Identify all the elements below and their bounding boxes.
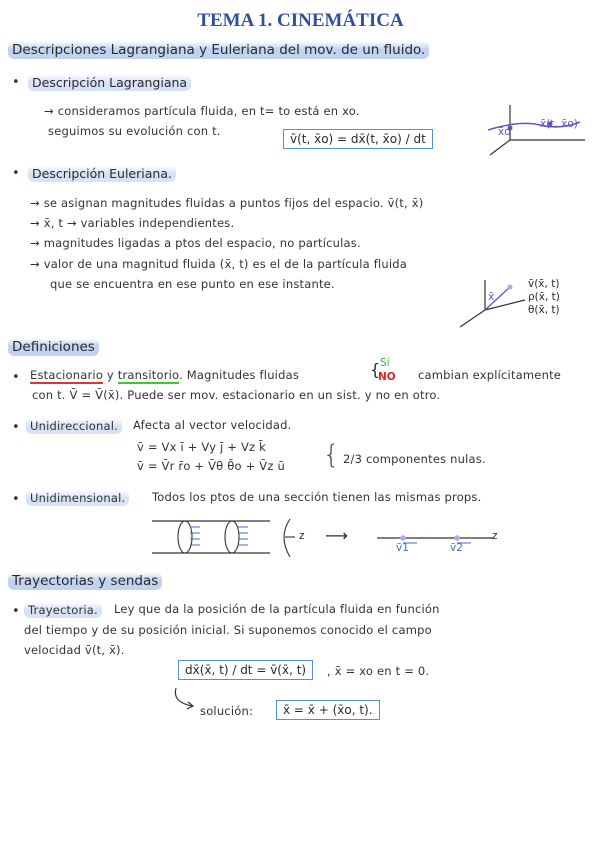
si-label: Sí [380,357,390,369]
lagrange-fig-x0: x̄o [498,126,511,138]
estacionario-label: Estacionario [30,368,104,382]
euler-item-5: que se encuentra en ese punto en ese instante. [50,277,335,291]
unidireccional-note: 2/3 componentes nulas. [343,452,486,466]
curved-arrow-icon [170,686,200,710]
line-velocity-diagram [375,528,505,548]
brace-right: { [323,440,340,470]
lagrange-line1: → consideramos partícula fluida, en t= to está en xo. [44,104,360,118]
estacionario-conj: y [106,368,114,382]
brace: { [370,360,381,379]
bullet-dot: • [12,492,20,507]
unidireccional-label: Unidireccional. [26,418,122,434]
lagrange-label: Descripción Lagrangiana [28,74,191,91]
euler-item-3: → magnitudes ligadas a ptos del espacio, no partículas. [30,236,361,250]
euler-axes-diagram [455,275,535,335]
unidireccional-eq2: v̄ = V̄r r̄o + V̄θ θ̄o + V̄z ū [137,459,285,473]
euler-label: Descripción Euleriana. [28,165,176,182]
bullet-dot: • [12,370,20,385]
section-heading-trayectorias: Trayectorias y sendas [8,572,162,590]
trayectoria-label: Trayectoria. [24,602,102,618]
unidimensional-text: Todos los ptos de una sección tienen las mismas props. [152,490,482,504]
trayectoria-line2: del tiempo y de su posición inicial. Si suponemos conocido el campo [24,623,432,637]
trayectoria-line3: velocidad v̄(t, x̄). [24,643,125,657]
estacionario-line1 [30,368,299,382]
lagrange-axes-diagram [480,100,590,160]
euler-item-1: → se asignan magnitudes fluidas a puntos fijos del espacio. v̄(t, x̄) [30,196,424,210]
euler-fig-label-rho: ρ(x̄, t) [528,291,560,303]
bullet-dot: • [12,166,20,181]
solucion-label: solución: [200,704,254,718]
trayectoria-line1: Ley que da la posición de la partícula fluida en función [114,602,440,616]
estacionario-line2: con t. V̄ = V̄(x̄). Puede ser mov. estacionario en un sist. y no en otro. [32,388,441,402]
v2-label: v̄2 [450,542,463,554]
euler-item-2: → x̄, t → variables independientes. [30,216,235,230]
euler-fig-point: x̄ [488,291,495,303]
lagrange-formula-box: v̄(t, x̄o) = dx̄(t, x̄o) / dt [283,129,433,149]
bullet-dot: • [12,604,20,619]
bullet-dot: • [12,420,20,435]
arrow-icon: ⟶ [325,526,348,545]
transitorio-label: transitorio [117,368,180,382]
unidimensional-label: Unidimensional. [26,490,129,506]
euler-fig-label-v: v̄(x̄, t) [528,278,560,290]
trayectoria-eq-cond: , x̄ = xo en t = 0. [327,664,430,678]
unidireccional-eq1: v̄ = Vx ī + Vy j̄ + Vz k̄ [137,440,267,454]
section-heading-definiciones: Definiciones [8,338,99,356]
solucion-box: x̄ = x̄ + (x̄o, t). [276,700,380,720]
page-title: TEMA 1. CINEMÁTICA [197,10,404,31]
estacionario-text: . Magnitudes fluidas [179,368,300,382]
euler-fig-label-theta: θ(x̄, t) [528,304,560,316]
trayectoria-eq-box: dx̄(x̄, t) / dt = v̄(x̄, t) [178,660,313,680]
bullet-dot: • [12,75,20,90]
lagrange-line2: seguimos su evolución con t. [48,124,221,138]
pipe-diagram [150,515,310,565]
pipe-axis-z: z [299,530,305,542]
line-axis-z: z [492,530,498,542]
no-label: NO [378,371,396,383]
unidireccional-text: Afecta al vector velocidad. [133,418,292,432]
euler-item-4: → valor de una magnitud fluida (x̄, t) es el de la partícula fluida [30,257,407,271]
estacionario-text2: cambian explícitamente [418,368,562,382]
lagrange-fig-x: x̄(t, x̄o) [540,118,578,130]
section-heading-descripciones: Descripciones Lagrangiana y Euleriana del mov. de un fluido. [8,41,429,59]
v1-label: v̄1 [396,542,409,554]
